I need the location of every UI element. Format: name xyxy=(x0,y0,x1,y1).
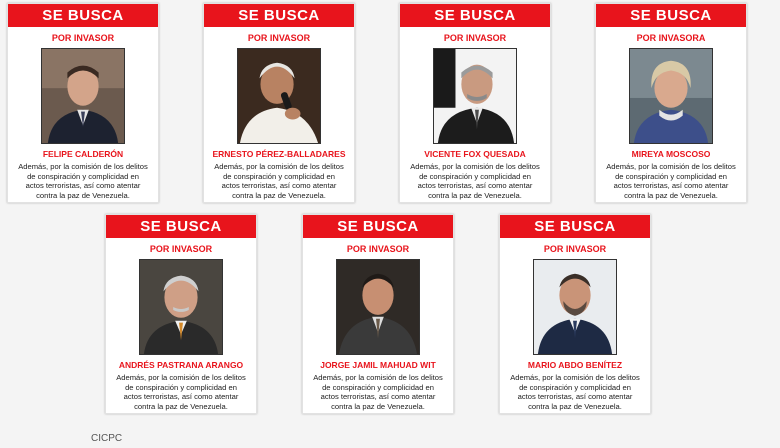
poster-banner: SE BUSCA xyxy=(8,4,158,27)
poster-banner: SE BUSCA xyxy=(596,4,746,27)
poster-subtitle: POR INVASOR xyxy=(346,244,410,254)
portrait-photo xyxy=(533,259,617,355)
poster-banner: SE BUSCA xyxy=(400,4,550,27)
wanted-poster-felipe-calderon xyxy=(7,3,159,203)
portrait-photo xyxy=(41,48,125,144)
poster-description: Además, por la comisión de los delitos de conspiración y complicidad en actos terroristas, así como atentar contra la paz de Venezuela. xyxy=(18,162,148,200)
poster-banner: SE BUSCA xyxy=(106,215,256,238)
poster-description: Además, por la comisión de los delitos de conspiración y complicidad en actos terroristas, así como atentar contra la paz de Venezuela. xyxy=(606,162,736,200)
poster-subtitle: POR INVASORA xyxy=(636,33,706,43)
portrait-photo xyxy=(433,48,517,144)
wanted-poster-mario-abdo-benitez xyxy=(499,214,651,414)
poster-banner: SE BUSCA xyxy=(204,4,354,27)
source-credit: CICPC xyxy=(91,433,123,444)
portrait-photo xyxy=(237,48,321,144)
wanted-poster-jorge-jamil-mahuad xyxy=(302,214,454,414)
poster-name: MARIO ABDO BENÍTEZ xyxy=(527,360,623,370)
poster-description: Además, por la comisión de los delitos de conspiración y complicidad en actos terroristas, así como atentar contra la paz de Venezuela. xyxy=(410,162,540,200)
poster-description: Además, por la comisión de los delitos de conspiración y complicidad en actos terroristas, así como atentar contra la paz de Venezuela. xyxy=(313,373,443,411)
poster-description: Además, por la comisión de los delitos de conspiración y complicidad en actos terroristas, así como atentar contra la paz de Venezuela. xyxy=(214,162,344,200)
poster-subtitle: POR INVASOR xyxy=(247,33,311,43)
wanted-poster-ernesto-perez-balladares xyxy=(203,3,355,203)
poster-name: MIREYA MOSCOSO xyxy=(631,149,711,159)
poster-banner: SE BUSCA xyxy=(303,215,453,238)
poster-subtitle: POR INVASOR xyxy=(443,33,507,43)
portrait-photo xyxy=(629,48,713,144)
wanted-poster-mireya-moscoso xyxy=(595,3,747,203)
poster-subtitle: POR INVASOR xyxy=(149,244,213,254)
portrait-photo xyxy=(336,259,420,355)
poster-subtitle: POR INVASOR xyxy=(543,244,607,254)
poster-description: Además, por la comisión de los delitos de conspiración y complicidad en actos terroristas, así como atentar contra la paz de Venezuela. xyxy=(510,373,640,411)
poster-subtitle: POR INVASOR xyxy=(51,33,115,43)
wanted-poster-vicente-fox xyxy=(399,3,551,203)
poster-name: ANDRÉS PASTRANA ARANGO xyxy=(118,360,244,370)
poster-name: JORGE JAMIL MAHUAD WIT xyxy=(320,360,436,370)
poster-name: ERNESTO PÉREZ-BALLADARES xyxy=(212,149,346,159)
poster-name: FELIPE CALDERÓN xyxy=(42,149,124,159)
poster-banner: SE BUSCA xyxy=(500,215,650,238)
poster-description: Además, por la comisión de los delitos de conspiración y complicidad en actos terroristas, así como atentar contra la paz de Venezuela. xyxy=(116,373,246,411)
poster-name: VICENTE FOX QUESADA xyxy=(424,149,526,159)
wanted-poster-andres-pastrana xyxy=(105,214,257,414)
portrait-photo xyxy=(139,259,223,355)
